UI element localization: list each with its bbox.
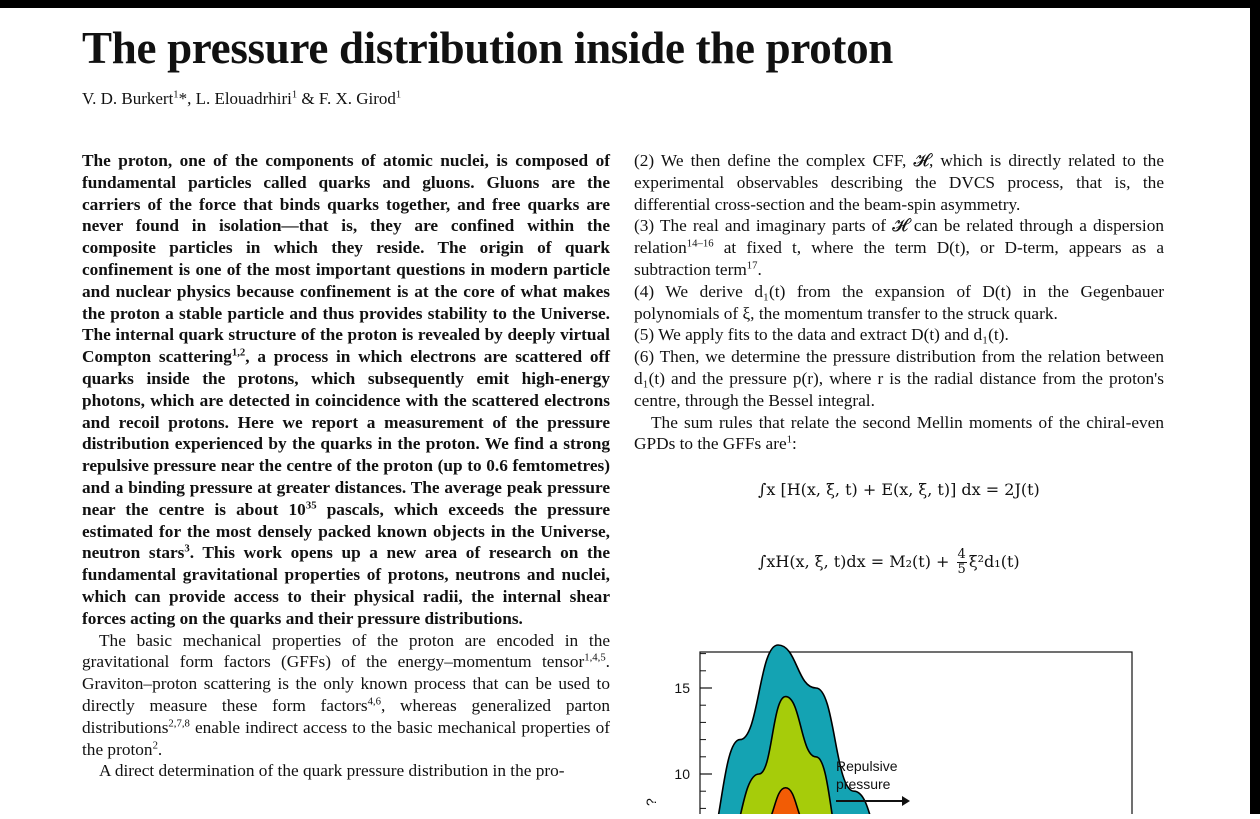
paragraph-text: :	[792, 434, 797, 454]
abstract-text: The proton, one of the components of atomic nuclei, is composed of fundamental particles called quarks and gluons. Gluons are the carriers of the force that binds quarks together, and free quarks are never found in isolation—that is, they are confined within the composite particles in which they reside. The origin of quark confinement is one of the most important questions in modern particle and nuclear physics because confinement is at the core of what makes the proton a stable particle and thus provides stability to the Universe. The internal quark structure of the proton is revealed by deeply virtual Compton scattering	[82, 151, 610, 367]
step-3	[634, 215, 1164, 280]
author-name: V. D. Burkert	[82, 89, 174, 108]
corresponding-marker: *,	[178, 89, 196, 108]
equation-2-rhs: ξ²d₁(t)	[968, 552, 1020, 571]
abstract-text: pascals, which exceeds the pressure estimated for the most densely packed known objects in the Universe, neutron stars	[82, 499, 610, 563]
step-2	[634, 150, 1164, 215]
fraction	[957, 548, 967, 577]
step-text: , which is directly related to the experimental observables describing the DVCS process, that is, the differential cross-section and the beam-spin asymmetry.	[634, 151, 1164, 214]
y-axis-ticks	[674, 654, 712, 814]
paragraph-text: . Graviton–proton scattering is the only known process that can be used to directly measure these form factors	[82, 652, 610, 715]
annotation-line-1: Repulsive	[836, 758, 898, 774]
citation[interactable]: 1	[786, 433, 793, 446]
citation[interactable]: 4,6	[367, 695, 381, 708]
paragraph-text: The sum rules that relate the second Mellin moments of the chiral-even GPDs to the GFFs are	[634, 412, 1164, 454]
citation[interactable]: 17	[746, 259, 758, 272]
paragraph-text: .	[157, 739, 163, 759]
author-separator: &	[297, 89, 319, 108]
citation[interactable]: 3	[184, 542, 190, 555]
step-6: (6) Then, we determine the pressure distribution from the relation between d₁(t) and the pressure p(r), where r is the radial distance from the proton's centre, through the Bessel integral.	[634, 347, 1164, 410]
step-4: (4) We derive d₁(t) from the expansion of D(t) in the Gegenbauer polynomials of ξ, the momentum transfer to the struck quark.	[634, 281, 1164, 323]
citation[interactable]: 14–16	[686, 237, 714, 250]
pressure-figure	[640, 640, 1200, 814]
y-axis-label: ?	[643, 798, 659, 806]
body-paragraph: A direct determination of the quark pressure distribution in the pro-	[99, 761, 565, 781]
body-paragraph	[82, 630, 610, 761]
right-frame-bar	[1250, 0, 1260, 814]
affiliation-marker: 1	[395, 89, 402, 101]
y-tick-label: 15	[674, 680, 690, 696]
left-column	[82, 150, 610, 782]
affiliation-marker: 1	[173, 89, 179, 101]
y-tick-label: 10	[674, 766, 690, 782]
step-text: .	[757, 259, 762, 279]
citation[interactable]: 2	[152, 738, 158, 751]
step-text: at fixed t, where the term D(t), or D-term, appears as a subtraction term	[634, 238, 1164, 279]
step-5: (5) We apply fits to the data and extract D(t) and d₁(t).	[634, 325, 1009, 345]
paragraph-text: The basic mechanical properties of the proton are encoded in the gravitational form factors (GFFs) of the energy–momentum tensor	[82, 630, 610, 672]
exponent: 35	[305, 499, 317, 512]
equation-2	[758, 548, 1020, 577]
right-column	[634, 150, 1164, 455]
author-name: F. X. Girod	[318, 89, 396, 108]
paragraph-text: enable indirect access to the basic mechanical properties of the proton	[82, 717, 610, 759]
citation[interactable]: 2,7,8	[168, 717, 190, 730]
fraction-numerator: 4	[957, 547, 966, 562]
fraction-denominator: 5	[957, 562, 966, 577]
annotation-line-2: pressure	[836, 776, 891, 792]
cff-symbol: 𝓗	[913, 151, 929, 170]
abstract	[82, 150, 610, 630]
author-list	[82, 89, 401, 109]
abstract-text: . This work opens up a new area of research on the fundamental gravitational properties of protons, neutrons and nuclei, which can provide access to their physical radii, the internal shear forces acting on the quarks and their pressure distributions.	[82, 543, 610, 628]
page-title: The pressure distribution inside the proton	[82, 23, 894, 73]
author-name: L. Elouadrhiri	[195, 89, 292, 108]
cff-symbol: 𝓗	[892, 216, 908, 236]
step-text: (3) The real and imaginary parts of	[634, 216, 893, 236]
abstract-text: , a process in which electrons are scattered off quarks inside the protons, which subsequently emit high-energy photons, which are detected in coincidence with the scattered electrons and recoil protons. Here we report a measurement of the pressure distribution experienced by the quarks in the proton. We find a strong repulsive pressure near the centre of the proton (up to 0.6 femtometres) and a binding pressure at greater distances. The average peak pressure near the centre is about 10	[82, 347, 610, 519]
equation-2-lhs: ∫xH(x, ξ, t)dx = M₂(t) +	[758, 552, 955, 571]
affiliation-marker: 1	[291, 89, 298, 101]
top-frame-bar	[0, 0, 1260, 8]
citation[interactable]: 1,2	[231, 346, 246, 359]
annotation-arrow-head	[902, 796, 910, 806]
sum-rules-intro	[634, 412, 1164, 456]
step-text: can be related through a dispersion relation	[634, 216, 1164, 258]
paragraph-text: , whereas generalized parton distributions	[82, 695, 610, 737]
equation-1: ∫x [H(x, ξ, t) + E(x, ξ, t)] dx = 2J(t)	[758, 480, 1040, 499]
step-text: (2) We then define the complex CFF,	[634, 151, 914, 170]
citation[interactable]: 1,4,5	[584, 651, 606, 664]
pressure-chart	[640, 640, 1200, 814]
